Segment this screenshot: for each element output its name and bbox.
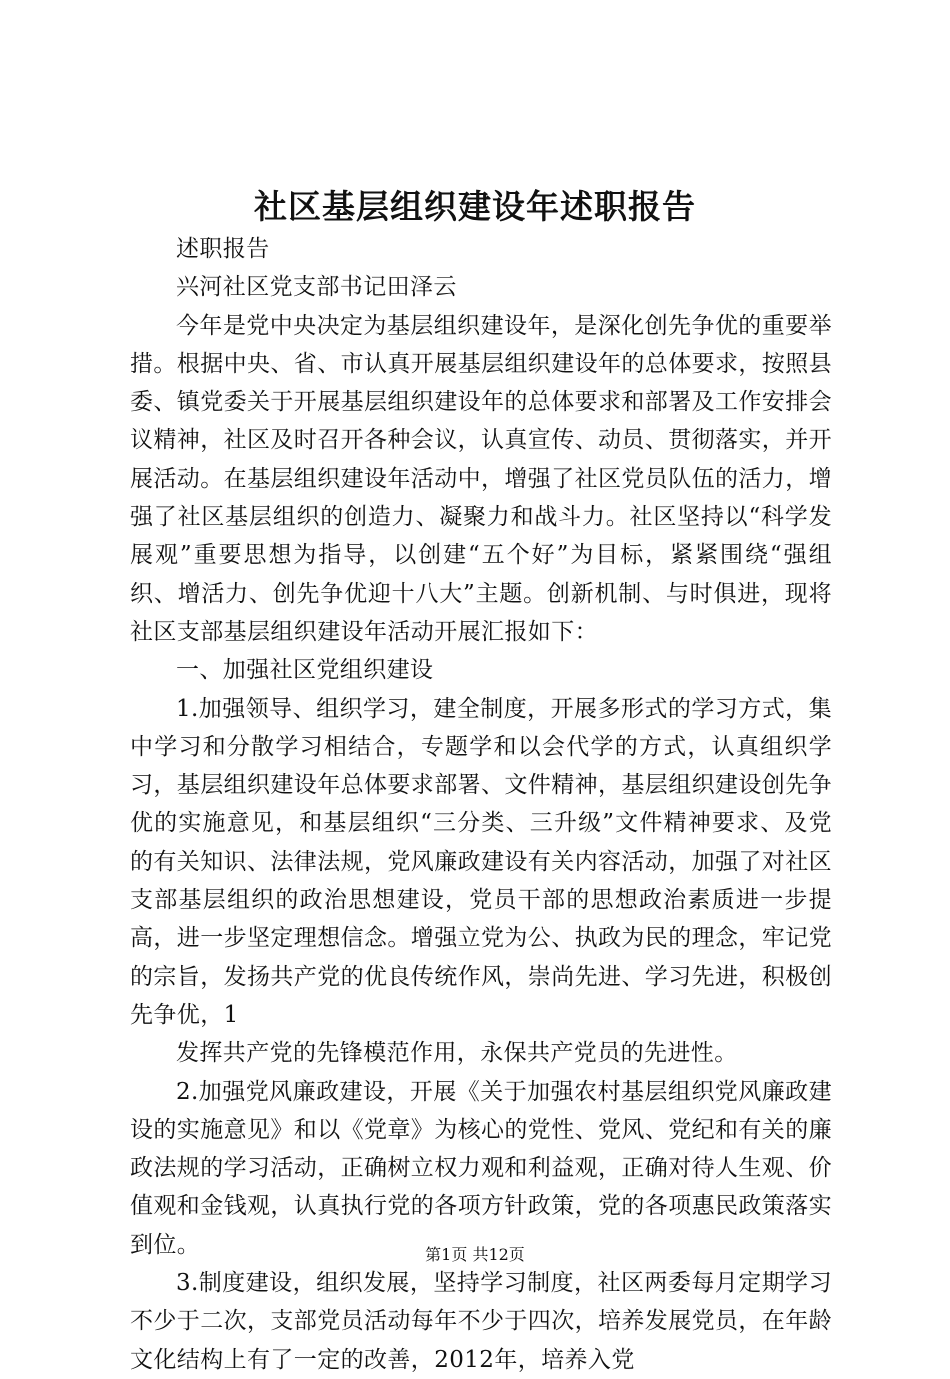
paragraph-item-1-continued: 发挥共产党的先锋模范作用，永保共产党员的先进性。 bbox=[176, 1040, 738, 1067]
paragraph-heading-label: 述职报告 bbox=[176, 236, 270, 262]
page-footer: 第1页 共12页 bbox=[425, 1245, 525, 1264]
paragraph-item-1: 1.加强领导、组织学习，建全制度，开展多形式的学习方式，集中学习和分散学习相结合，专题学和以会代学的方式，认真组织学习，基层组织建设年总体要求部署、文件精神，基层组织建设创先争优的实施意见，和基层组织“三分类、三升级”文件精神要求、及党的有关知识、法律法规，党风廉政建设有关内容活动，加强了对社区支部基层组织的政治思想建设，党员干部的思想政治素质进一步提高，进一步坚定理想信念。增强立党为公、执政为民的理念，牢记党的宗旨，发扬共产党的优良传统作风，崇尚先进、学习先进，积极创先争优，1 bbox=[130, 695, 832, 1028]
document-title: 社区基层组织建设年述职报告 bbox=[254, 187, 696, 226]
paragraph-item-2: 2.加强党风廉政建设，开展《关于加强农村基层组织党风廉政建设的实施意见》和以《党章》为核心的党性、党风、党纪和有关的廉政法规的学习活动，正确树立权力观和利益观，正确对待人生观、价值观和金钱观，认真执行党的各项方针政策，党的各项惠民政策落实到位。 bbox=[130, 1078, 832, 1258]
paragraph-author: 兴河社区党支部书记田泽云 bbox=[176, 274, 457, 301]
paragraph-item-3: 3.制度建设，组织发展，坚持学习制度，社区两委每月定期学习不少于二次，支部党员活动每年不少于四次，培养发展党员，在年龄文化结构上有了一定的改善，2012年，培养入党 bbox=[130, 1270, 832, 1373]
section-heading-1: 一、加强社区党组织建设 bbox=[176, 657, 434, 684]
document-body bbox=[130, 230, 832, 1379]
paragraph-intro: 今年是党中央决定为基层组织建设年，是深化创先争优的重要举措。根据中央、省、市认真开展基层组织建设年的总体要求，按照县委、镇党委关于开展基层组织建设年的总体要求和部署及工作安排会议精神，社区及时召开各种会议，认真宣传、动员、贯彻落实，并开展活动。在基层组织建设年活动中，增强了社区党员队伍的活力，增强了社区基层组织的创造力、凝聚力和战斗力。社区坚持以“科学发展观”重要思想为指导，以创建“五个好”为目标，紧紧围绕“强组织、增活力、创先争优迎十八大”主题。创新机制、与时俱进，现将社区支部基层组织建设年活动开展汇报如下： bbox=[130, 312, 832, 645]
